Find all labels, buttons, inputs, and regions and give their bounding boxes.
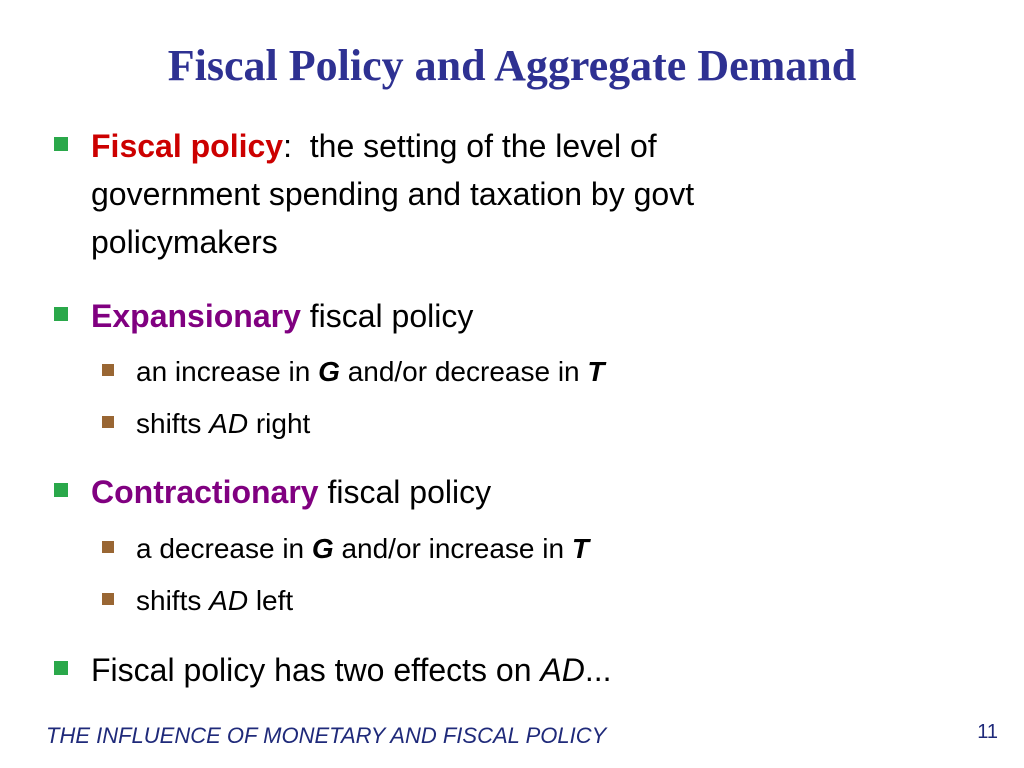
page-number: 11	[977, 721, 998, 743]
bullet-rest: fiscal policy	[309, 298, 474, 334]
variable-t: T	[587, 356, 605, 387]
slide-title: Fiscal Policy and Aggregate Demand	[167, 41, 857, 90]
square-bullet-icon	[102, 364, 114, 376]
bullet-rest: fiscal policy	[327, 474, 492, 510]
bullet-text	[91, 646, 612, 694]
sub-bullet-text	[136, 398, 310, 450]
text-segment: an increase in	[136, 356, 311, 387]
square-bullet-icon	[102, 541, 114, 553]
variable-g: G	[318, 356, 340, 387]
sub-bullet-text	[136, 575, 293, 627]
definition-line-1: the setting of the level of	[309, 128, 657, 164]
square-bullet-icon	[102, 593, 114, 605]
text-segment: a decrease in	[136, 533, 305, 564]
term-fiscal-policy: Fiscal policy	[91, 128, 284, 164]
variable-t: T	[571, 533, 589, 564]
text-segment: left	[255, 585, 294, 616]
term-expansionary: Expansionary	[91, 298, 301, 334]
colon: :	[283, 128, 292, 164]
sub-bullet-text	[136, 346, 605, 398]
definition-line-3: policymakers	[91, 224, 278, 260]
sub-bullet-text	[136, 523, 589, 575]
term-contractionary: Contractionary	[91, 474, 319, 510]
square-bullet-icon	[54, 483, 68, 497]
bullet-text	[91, 122, 657, 170]
variable-ad: AD	[209, 408, 249, 439]
text-segment: Fiscal policy has two effects on	[91, 652, 532, 688]
text-segment: right	[255, 408, 311, 439]
text-segment: shifts	[136, 585, 202, 616]
square-bullet-icon	[102, 416, 114, 428]
variable-ad: AD	[209, 585, 249, 616]
footer-title: THE INFLUENCE OF MONETARY AND FISCAL POLICY	[46, 723, 607, 748]
definition-line-2: government spending and taxation by govt	[91, 176, 695, 212]
variable-ad: AD	[540, 652, 585, 688]
ellipsis: ...	[584, 652, 612, 688]
bullet-text	[91, 292, 473, 340]
bullet-text	[91, 468, 491, 516]
square-bullet-icon	[54, 137, 68, 151]
text-segment: shifts	[136, 408, 202, 439]
text-segment: and/or increase in	[341, 533, 565, 564]
text-segment: and/or decrease in	[347, 356, 580, 387]
square-bullet-icon	[54, 307, 68, 321]
variable-g: G	[311, 533, 334, 564]
square-bullet-icon	[54, 661, 68, 675]
